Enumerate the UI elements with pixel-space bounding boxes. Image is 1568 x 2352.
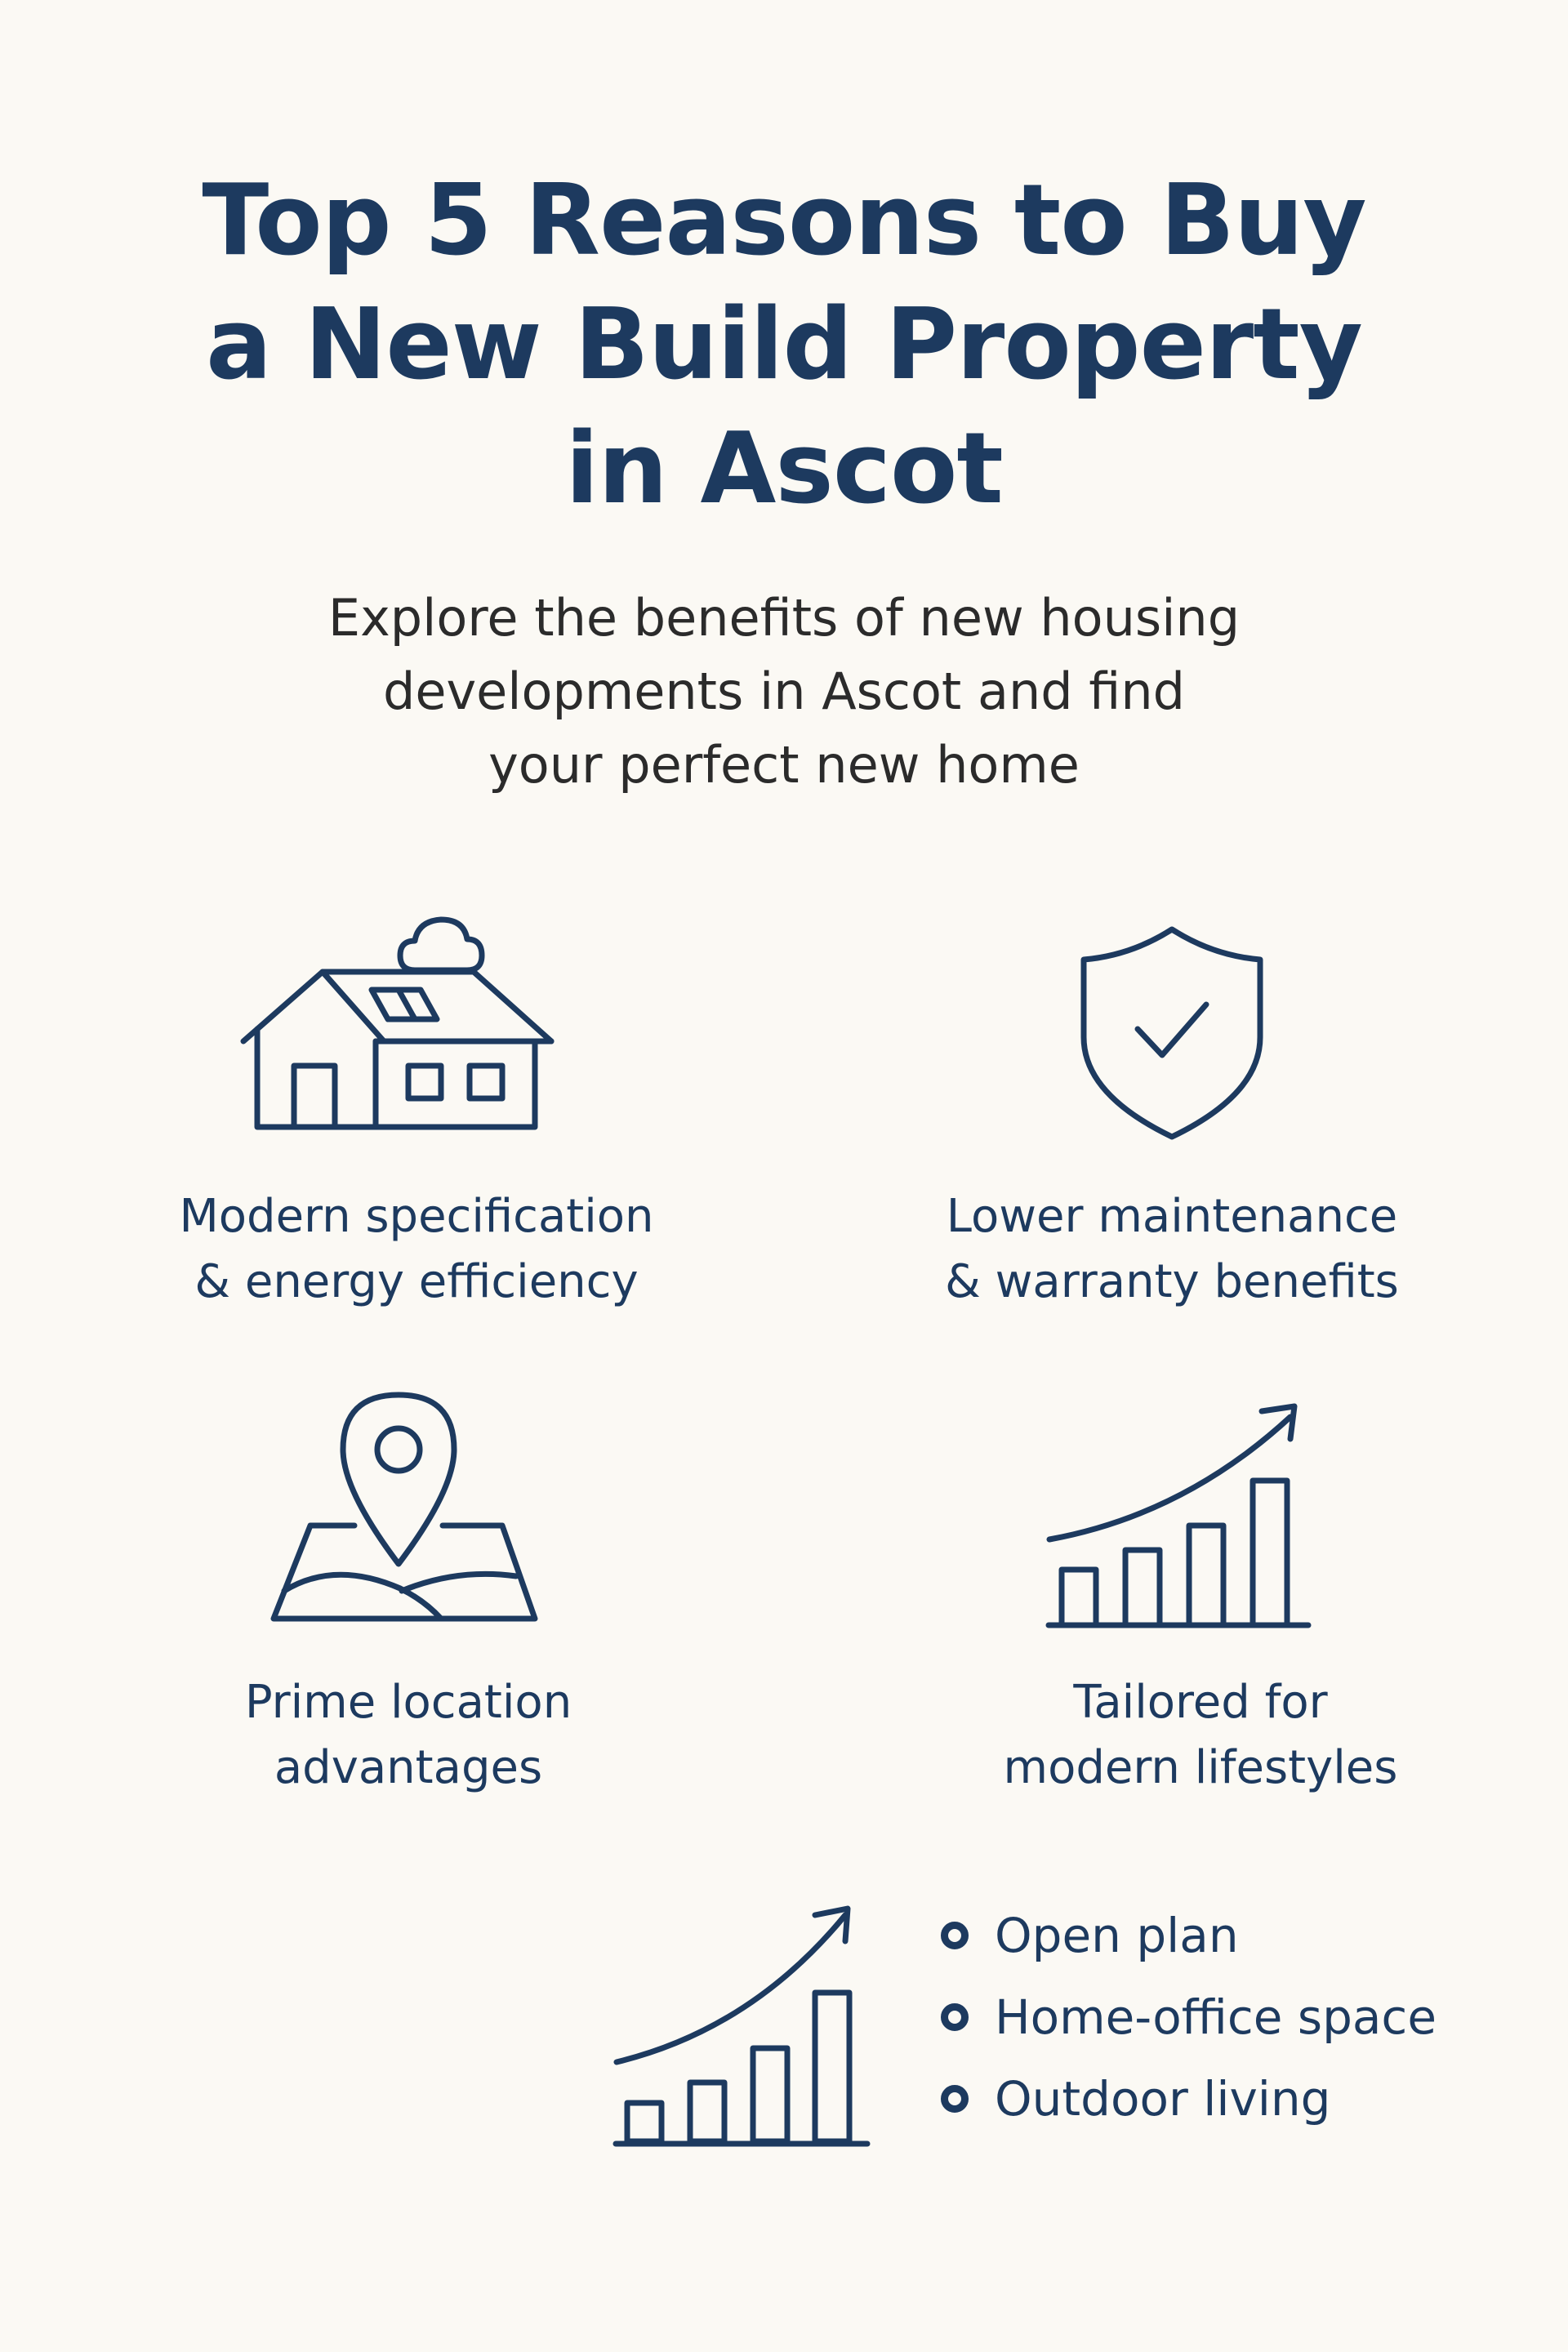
list-item: Outdoor living [939, 2058, 1511, 2140]
lifestyle-list [939, 1895, 1511, 2140]
page-title-line-3: in Ascot [565, 412, 1003, 526]
page-subtitle [212, 581, 1356, 802]
list-item: Home-office space [939, 1976, 1511, 2058]
page-title-line-1: Top 5 Reasons to Buy [202, 164, 1366, 278]
page-subtitle-line-3: your perfect new home [488, 735, 1080, 795]
shield-check-icon [1074, 923, 1270, 1143]
page-subtitle-line-2: developments in Ascot and find [382, 662, 1186, 721]
map-pin-icon [270, 1388, 539, 1625]
feature-label-modern-spec: Modern specification & energy efficiency [179, 1190, 654, 1308]
feature-label-lifestyles: Tailored for modern lifestyles [1003, 1676, 1398, 1794]
feature-label-maintenance: Lower maintenance & warranty benefits [945, 1190, 1399, 1308]
growth-chart-icon [1045, 1396, 1323, 1625]
bullet-icon [941, 1922, 969, 1949]
bullet-icon [941, 2003, 969, 2031]
lifestyle-growth-chart-icon [612, 1899, 874, 2144]
page-title [131, 159, 1437, 532]
list-item: Open plan [939, 1895, 1511, 1976]
page-subtitle-line-1: Explore the benefits of new housing [327, 588, 1241, 648]
page-title-line-2: a New Build Property [206, 288, 1362, 402]
house-icon [237, 898, 564, 1143]
bullet-icon [941, 2085, 969, 2113]
feature-label-location: Prime location advantages [244, 1676, 572, 1794]
